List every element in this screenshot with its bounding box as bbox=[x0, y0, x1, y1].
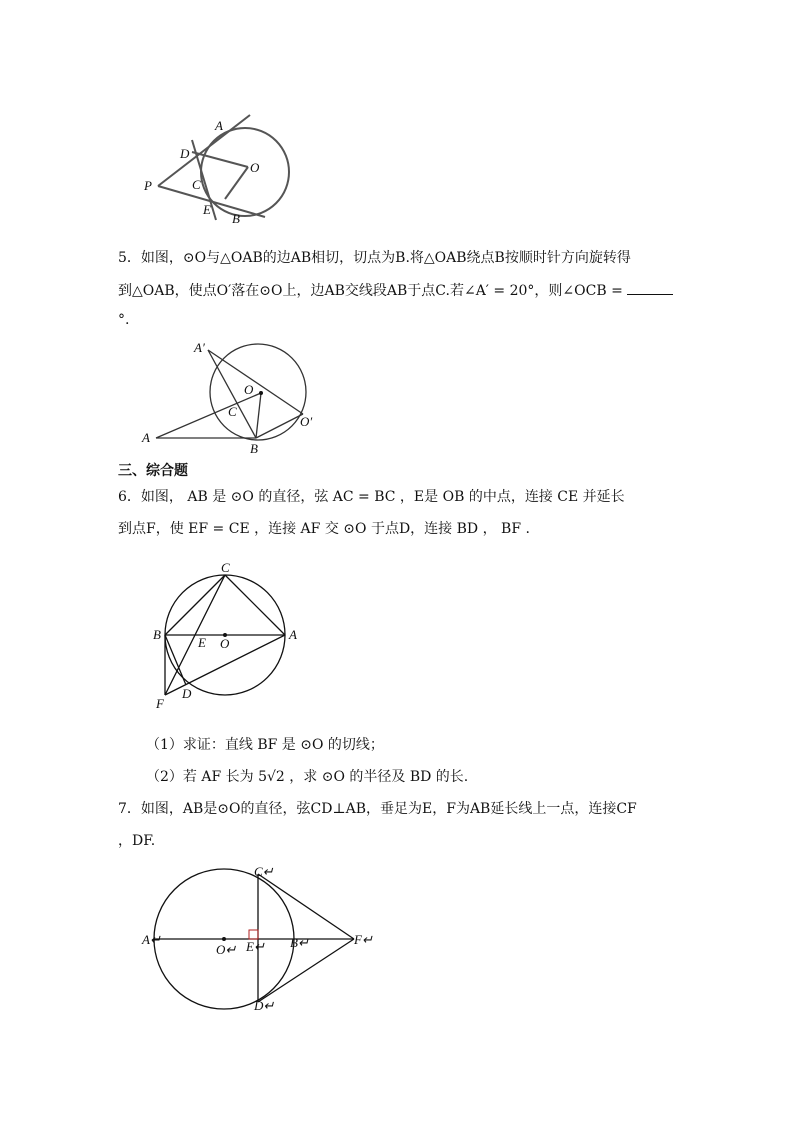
label-o: O bbox=[220, 636, 230, 651]
label-c: C bbox=[192, 177, 201, 192]
segment-ao bbox=[156, 393, 261, 438]
q7-line2: ，DF. bbox=[118, 833, 156, 849]
label-e: E bbox=[198, 635, 206, 650]
label-d: D bbox=[182, 686, 192, 701]
segment-a1o1 bbox=[208, 350, 303, 414]
label-a: A↵ bbox=[142, 932, 161, 947]
label-a: A bbox=[215, 118, 223, 133]
label-o: O bbox=[244, 382, 254, 397]
label-o: O↵ bbox=[216, 942, 237, 957]
q5-line1: 5．如图，⊙O与△OAB的边AB相切，切点为B.将△OAB绕点B按顺时针方向旋转得 bbox=[118, 250, 631, 266]
center-point bbox=[259, 391, 263, 395]
label-a1: A′ bbox=[194, 340, 205, 355]
chord-bc bbox=[165, 575, 225, 635]
label-b: B bbox=[250, 441, 258, 456]
q7-line1: 7．如图，AB是⊙O的直径，弦CD⊥AB，垂足为E，F为AB延长线上一点，连接CF bbox=[118, 801, 637, 817]
q6-line2: 到点F，使 EF = CE ，连接 AF 交 ⊙O 于点D，连接 BD ， BF . bbox=[118, 521, 530, 537]
figure-q6 bbox=[150, 560, 310, 712]
label-f: F↵ bbox=[354, 932, 373, 947]
figure-q5 bbox=[138, 336, 328, 460]
center-point bbox=[222, 937, 226, 941]
segment-cf bbox=[258, 874, 354, 939]
segment-ob bbox=[256, 393, 261, 438]
tangent-pb bbox=[158, 186, 265, 217]
label-e: E↵ bbox=[246, 939, 265, 954]
label-d: D bbox=[180, 146, 190, 161]
label-o1: O′ bbox=[300, 414, 313, 429]
figure-q4 bbox=[140, 110, 300, 230]
label-b: B bbox=[232, 211, 240, 226]
q6-sub1: （1）求证：直线 BF 是 ⊙O 的切线； bbox=[146, 737, 384, 753]
answer-blank[interactable] bbox=[627, 280, 673, 295]
label-c: C bbox=[221, 560, 230, 575]
q5-line3: °. bbox=[118, 312, 130, 328]
label-d: D↵ bbox=[254, 998, 275, 1013]
chord-ac bbox=[225, 575, 285, 635]
segment-ob bbox=[225, 167, 248, 199]
q5-line2 bbox=[118, 280, 673, 301]
label-a: A bbox=[289, 627, 297, 642]
label-e: E bbox=[203, 202, 211, 217]
label-f: F bbox=[156, 696, 164, 711]
label-b: B↵ bbox=[290, 935, 309, 950]
tangent-pa bbox=[158, 115, 250, 186]
q6-sub2: （2）若 AF 长为 5√2 ，求 ⊙O 的半径及 BD 的长. bbox=[146, 769, 469, 785]
figure-q7 bbox=[140, 862, 380, 1014]
label-b: B bbox=[153, 627, 161, 642]
label-c: C↵ bbox=[254, 864, 274, 879]
q6-line1: 6．如图， AB 是 ⊙O 的直径，弦 AC = BC ，E是 OB 的中点，连接 CE 并延长 bbox=[118, 489, 625, 505]
section-title: 三、综合题 bbox=[118, 463, 188, 479]
label-c: C bbox=[228, 404, 237, 419]
right-angle-mark bbox=[249, 930, 258, 939]
label-o: O bbox=[250, 160, 260, 175]
q5-line2-text: 到△OAB，使点O′落在⊙O上，边AB交线段AB于点C.若∠A′ = 20°，则∠OCB = bbox=[118, 283, 623, 299]
label-p: P bbox=[144, 178, 152, 193]
label-a: A bbox=[142, 430, 150, 445]
